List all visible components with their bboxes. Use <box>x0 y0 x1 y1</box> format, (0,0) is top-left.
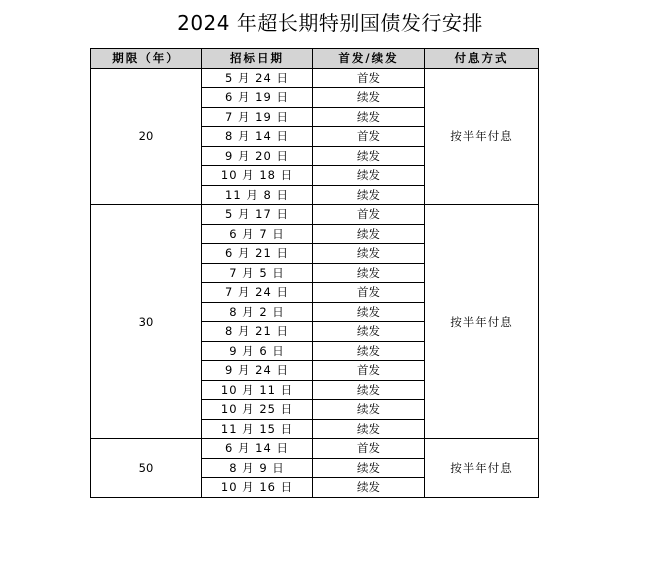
issue-type-cell: 首发 <box>313 68 425 88</box>
auction-date-cell: 9 月 20 日 <box>202 146 313 166</box>
issue-type-cell: 续发 <box>313 88 425 108</box>
auction-date-cell: 10 月 16 日 <box>202 478 313 498</box>
auction-date-cell: 9 月 6 日 <box>202 341 313 361</box>
table-body <box>91 68 539 497</box>
auction-date-cell: 7 月 5 日 <box>202 263 313 283</box>
auction-date-cell: 8 月 9 日 <box>202 458 313 478</box>
issue-type-cell: 续发 <box>313 400 425 420</box>
auction-date-cell: 8 月 2 日 <box>202 302 313 322</box>
page-title: 2024 年超长期特别国债发行安排 <box>177 11 483 35</box>
table-row <box>91 439 539 459</box>
header-auction-date: 招标日期 <box>202 49 313 69</box>
table-row <box>91 68 539 88</box>
issue-type-cell: 续发 <box>313 263 425 283</box>
table-row <box>91 205 539 225</box>
issue-type-cell: 首发 <box>313 439 425 459</box>
issue-type-cell: 续发 <box>313 302 425 322</box>
issue-type-cell: 续发 <box>313 166 425 186</box>
issue-type-cell: 首发 <box>313 361 425 381</box>
interest-method-cell: 按半年付息 <box>425 439 539 498</box>
auction-date-cell: 6 月 7 日 <box>202 224 313 244</box>
auction-date-cell: 5 月 17 日 <box>202 205 313 225</box>
issue-type-cell: 续发 <box>313 185 425 205</box>
issue-type-cell: 续发 <box>313 107 425 127</box>
auction-date-cell: 5 月 24 日 <box>202 68 313 88</box>
term-cell: 20 <box>91 68 202 205</box>
auction-date-cell: 6 月 19 日 <box>202 88 313 108</box>
header-issue-type: 首发/续发 <box>313 49 425 69</box>
table-header <box>91 49 539 69</box>
auction-date-cell: 9 月 24 日 <box>202 361 313 381</box>
auction-date-cell: 7 月 24 日 <box>202 283 313 303</box>
issue-type-cell: 续发 <box>313 244 425 264</box>
interest-method-cell: 按半年付息 <box>425 68 539 205</box>
header-row <box>91 49 539 69</box>
auction-date-cell: 6 月 21 日 <box>202 244 313 264</box>
issue-type-cell: 续发 <box>313 419 425 439</box>
issue-type-cell: 续发 <box>313 380 425 400</box>
issue-type-cell: 首发 <box>313 205 425 225</box>
issue-type-cell: 续发 <box>313 478 425 498</box>
interest-method-cell: 按半年付息 <box>425 205 539 439</box>
header-term: 期限（年） <box>91 49 202 69</box>
auction-date-cell: 10 月 11 日 <box>202 380 313 400</box>
issue-type-cell: 续发 <box>313 224 425 244</box>
auction-date-cell: 10 月 18 日 <box>202 166 313 186</box>
auction-date-cell: 8 月 21 日 <box>202 322 313 342</box>
auction-date-cell: 7 月 19 日 <box>202 107 313 127</box>
issue-type-cell: 首发 <box>313 283 425 303</box>
auction-date-cell: 8 月 14 日 <box>202 127 313 147</box>
issue-type-cell: 首发 <box>313 127 425 147</box>
term-cell: 50 <box>91 439 202 498</box>
term-cell: 30 <box>91 205 202 439</box>
issue-type-cell: 续发 <box>313 146 425 166</box>
issue-type-cell: 续发 <box>313 322 425 342</box>
auction-date-cell: 11 月 8 日 <box>202 185 313 205</box>
issue-type-cell: 续发 <box>313 458 425 478</box>
issuance-schedule-table <box>90 48 539 498</box>
auction-date-cell: 10 月 25 日 <box>202 400 313 420</box>
auction-date-cell: 6 月 14 日 <box>202 439 313 459</box>
header-interest-method: 付息方式 <box>425 49 539 69</box>
issue-type-cell: 续发 <box>313 341 425 361</box>
auction-date-cell: 11 月 15 日 <box>202 419 313 439</box>
